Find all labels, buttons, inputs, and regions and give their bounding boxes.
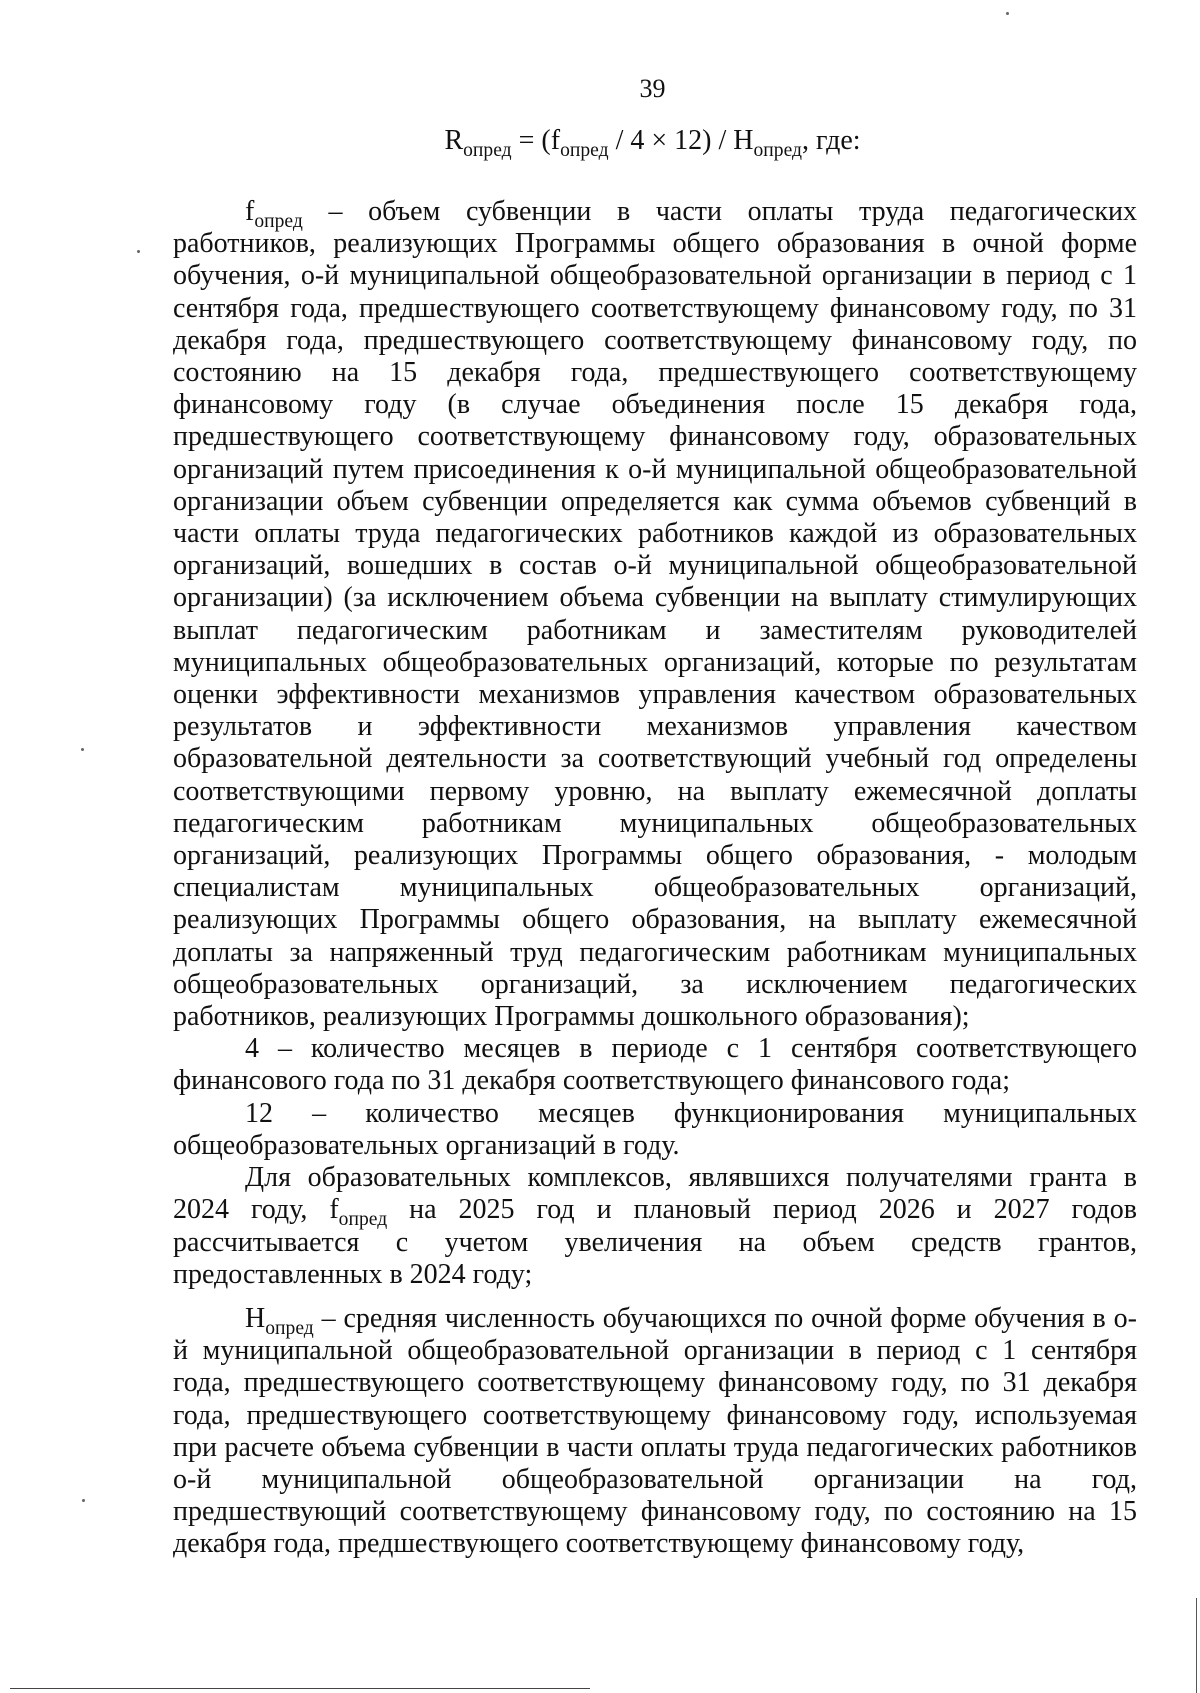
- formula-open: = (: [511, 125, 551, 156]
- paragraph-4-definition: 4 – количество месяцев в периоде с 1 сентября соответствующего финансового года по 31 декабря соответствующего финансового года;: [173, 1033, 1137, 1097]
- paragraph-text-after: на 2025 год и плановый период 2026 и 2027 годов рассчитывается с учетом увеличения на объем средств грантов, предоставленных в 2024 году;: [173, 1194, 1137, 1290]
- paragraph-12-definition: 12 – количество месяцев функционирования муниципальных общеобразовательных организаций в году.: [173, 1097, 1137, 1161]
- formula-f-subscript: опред: [560, 139, 609, 161]
- scan-speck: [1006, 12, 1009, 15]
- term-subscript: опред: [254, 210, 303, 232]
- formula-n-symbol: Н: [733, 125, 754, 156]
- page-number: 39: [639, 74, 666, 103]
- formula-f-symbol: f: [550, 125, 561, 156]
- formula-middle: / 4 × 12) /: [608, 125, 734, 156]
- body-text: [173, 196, 1137, 1561]
- paragraph-n-definition: [173, 1303, 1137, 1561]
- definition-text: – средняя численность обучающихся по очной форме обучения в о-й муниципальной общеобразовательной организации в период с 1 сентября года, предшествующего соответствующему финансовому году, по 31 декабря года, предшествующего соответствующему финансовому году, используемая при расчете объема субвенции в части оплаты труда педагогических работников о-й муниципальной общеобразовательной организации на год, предшествующий соответствующему финансовому году, по состоянию на 15 декабря года, предшествующего соответствующему финансовому году,: [173, 1302, 1137, 1560]
- paragraph-f-definition: [173, 196, 1137, 1033]
- scan-speck: [82, 1499, 85, 1502]
- paragraph-grant-complexes: [173, 1162, 1137, 1291]
- term-symbol: Н: [245, 1302, 266, 1334]
- paragraph-text-before: Для образовательных комплексов, являвшихся получателями гранта в 2024 году,: [173, 1162, 1137, 1226]
- formula-lhs-subscript: опред: [463, 139, 512, 161]
- definition-text: – объем субвенции в части оплаты труда педагогических работников, реализующих Программы общего образования в очной форме обучения, о-й муниципальной общеобразовательной организации в период с 1 сентября года, предшествующего соответствующему финансовому году, по 31 декабря года, предшествующего соответствующему финансовому году, по состоянию на 15 декабря года, предшествующего соответствующему финансовому году (в случае объединения после 15 декабря года, предшествующего соответствующему финансовому году, образовательных организаций путем присоединения к о-й муниципальной общеобразовательной организации объем субвенции определяется как сумма объемов субвенций в части оплаты труда педагогических работников каждой из образовательных организаций, вошедших в состав о-й муниципальной общеобразовательной организации) (за исключением объема субвенции на выплату стимулирующих выплат педагогическим работникам и заместителям руководителей муниципальных общеобразовательных организаций, которые по результатам оценки эффективности механизмов управления качеством образовательных результатов и эффективности механизмов управления качеством образовательной деятельности за соответствующий учебный год определены соответствующими первому уровню, на выплату ежемесячной доплаты педагогическим работникам муниципальных общеобразовательных организаций, реализующих Программы общего образования, - молодым специалистам муниципальных общеобразовательных организаций, реализующих Программы общего образования, на выплату ежемесячной доплаты за напряженный труд педагогическим работникам муниципальных общеобразовательных организаций, за исключением педагогических работников, реализующих Программы дошкольного образования);: [173, 196, 1137, 1033]
- formula-n-subscript: опред: [753, 139, 802, 161]
- formula-lhs-symbol: R: [444, 125, 464, 156]
- scan-edge-line: [1196, 1598, 1197, 1693]
- scan-speck: [137, 250, 140, 253]
- term-subscript: опред: [338, 1209, 388, 1231]
- term-subscript: опред: [265, 1317, 314, 1339]
- term-symbol: f: [329, 1194, 339, 1226]
- scan-edge-line: [10, 1688, 590, 1689]
- scan-speck: [81, 748, 84, 751]
- term-symbol: f: [245, 196, 255, 227]
- formula: [0, 124, 1200, 161]
- formula-tail: , где:: [802, 125, 861, 156]
